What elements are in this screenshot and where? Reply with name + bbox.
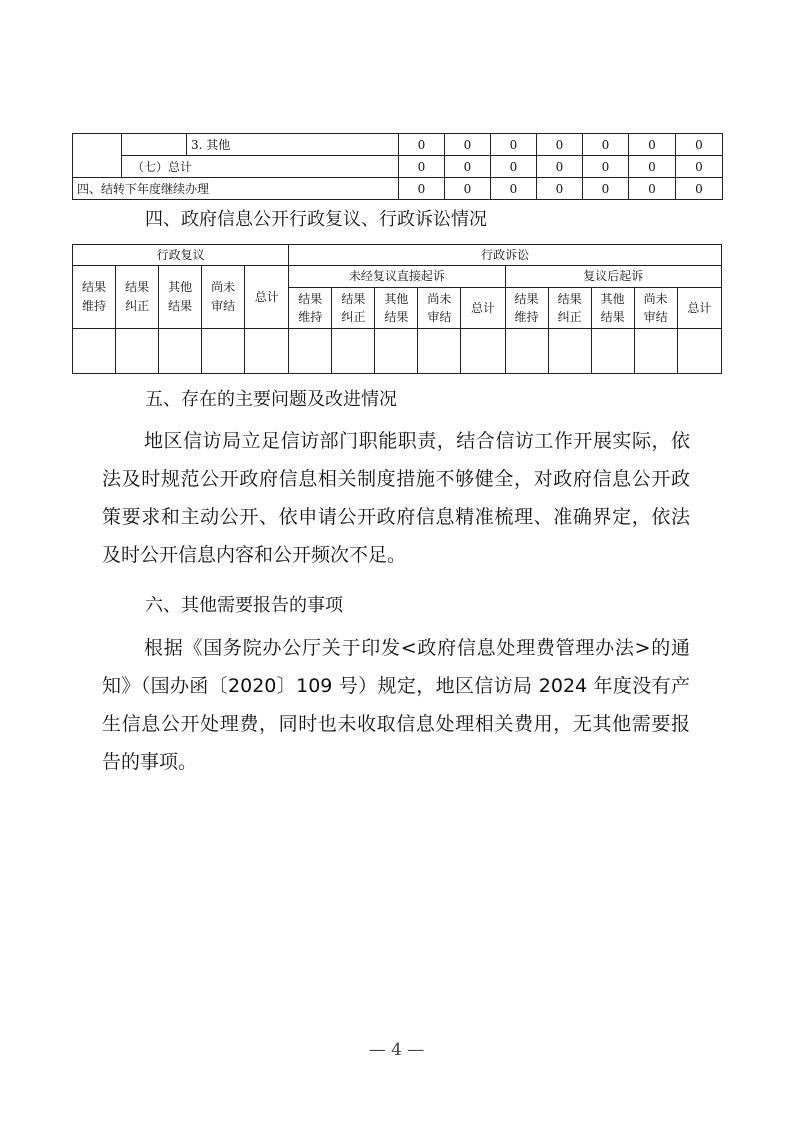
value-cell: 0: [583, 156, 629, 178]
empty-cell: [202, 329, 245, 374]
admin-litigation-header: 行政诉讼: [289, 245, 722, 266]
header-row: [73, 266, 722, 288]
empty-cell: [461, 329, 505, 374]
col-header: 尚未 审结: [634, 288, 677, 329]
value-cell: 0: [445, 156, 491, 178]
row-label: 四、结转下年度继续办理: [73, 178, 399, 200]
empty-cell: [73, 329, 116, 374]
value-cell: 0: [629, 178, 676, 200]
table-row: [73, 178, 723, 200]
blank-cell: [122, 134, 187, 156]
col-header: 总计: [677, 288, 721, 329]
col-header: 其他 结果: [375, 288, 418, 329]
row-label: （七）总计: [122, 156, 399, 178]
value-cell: 0: [583, 134, 629, 156]
empty-cell: [591, 329, 634, 374]
value-cell: 0: [537, 156, 583, 178]
empty-cell: [418, 329, 461, 374]
value-cell: 0: [491, 156, 537, 178]
blank-cell: [73, 134, 122, 156]
col-header: 结果 纠正: [332, 288, 375, 329]
empty-cell: [116, 329, 159, 374]
col-header: 其他 结果: [591, 288, 634, 329]
blank-cell: [73, 156, 122, 178]
after-review-suit-header: 复议后起诉: [505, 266, 722, 288]
empty-cell: [375, 329, 418, 374]
table-row: [73, 156, 723, 178]
review-litigation-table: [72, 244, 722, 374]
col-header: 总计: [461, 288, 505, 329]
value-cell: 0: [537, 134, 583, 156]
empty-cell: [159, 329, 202, 374]
value-cell: 0: [445, 178, 491, 200]
disposal-table-continued: [72, 133, 723, 200]
value-cell: 0: [491, 134, 537, 156]
value-cell: 0: [676, 134, 723, 156]
col-header: 结果 维持: [505, 288, 548, 329]
direct-suit-header: 未经复议直接起诉: [289, 266, 505, 288]
value-cell: 0: [537, 178, 583, 200]
col-header: 总计: [245, 266, 289, 329]
col-header: 结果 维持: [289, 288, 332, 329]
value-cell: 0: [583, 178, 629, 200]
section-4-heading: 四、政府信息公开行政复议、行政诉讼情况: [145, 209, 487, 230]
empty-cell: [245, 329, 289, 374]
value-cell: 0: [676, 156, 723, 178]
col-header: 结果 纠正: [116, 266, 159, 329]
row-label: 3. 其他: [187, 134, 399, 156]
section-5-paragraph: 地区信访局立足信访部门职能职责，结合信访工作开展实际，依法及时规范公开政府信息相关制度措施不够健全，对政府信息公开政策要求和主动公开、依申请公开政府信息精准梳理、准确界定，依法及时公开信息内容和公开频次不足。: [102, 430, 690, 566]
section-5-heading: 五、存在的主要问题及改进情况: [145, 389, 397, 410]
empty-cell: [505, 329, 548, 374]
value-cell: 0: [399, 156, 445, 178]
empty-cell: [548, 329, 591, 374]
page-number: — 4 —: [368, 1040, 425, 1060]
section-6-paragraph: 根据《国务院办公厅关于印发<政府信息处理费管理办法>的通知》（国办函〔2020〕109 号）规定，地区信访局 2024 年度没有产生信息公开处理费，同时也未收取信息处理相关费用，无其他需要报告的事项。: [102, 637, 690, 773]
value-cell: 0: [491, 178, 537, 200]
table-row: [73, 134, 723, 156]
table-row: [73, 329, 722, 374]
col-header: 结果 维持: [73, 266, 116, 329]
header-row: [73, 245, 722, 266]
col-header: 尚未 审结: [418, 288, 461, 329]
col-header: 尚未 审结: [202, 266, 245, 329]
section-6-heading: 六、其他需要报告的事项: [145, 595, 343, 616]
value-cell: 0: [445, 134, 491, 156]
value-cell: 0: [399, 178, 445, 200]
empty-cell: [289, 329, 332, 374]
admin-review-header: 行政复议: [73, 245, 289, 266]
value-cell: 0: [676, 178, 723, 200]
empty-cell: [332, 329, 375, 374]
col-header: 结果 纠正: [548, 288, 591, 329]
empty-cell: [634, 329, 677, 374]
value-cell: 0: [399, 134, 445, 156]
col-header: 其他 结果: [159, 266, 202, 329]
value-cell: 0: [629, 134, 676, 156]
empty-cell: [677, 329, 721, 374]
value-cell: 0: [629, 156, 676, 178]
